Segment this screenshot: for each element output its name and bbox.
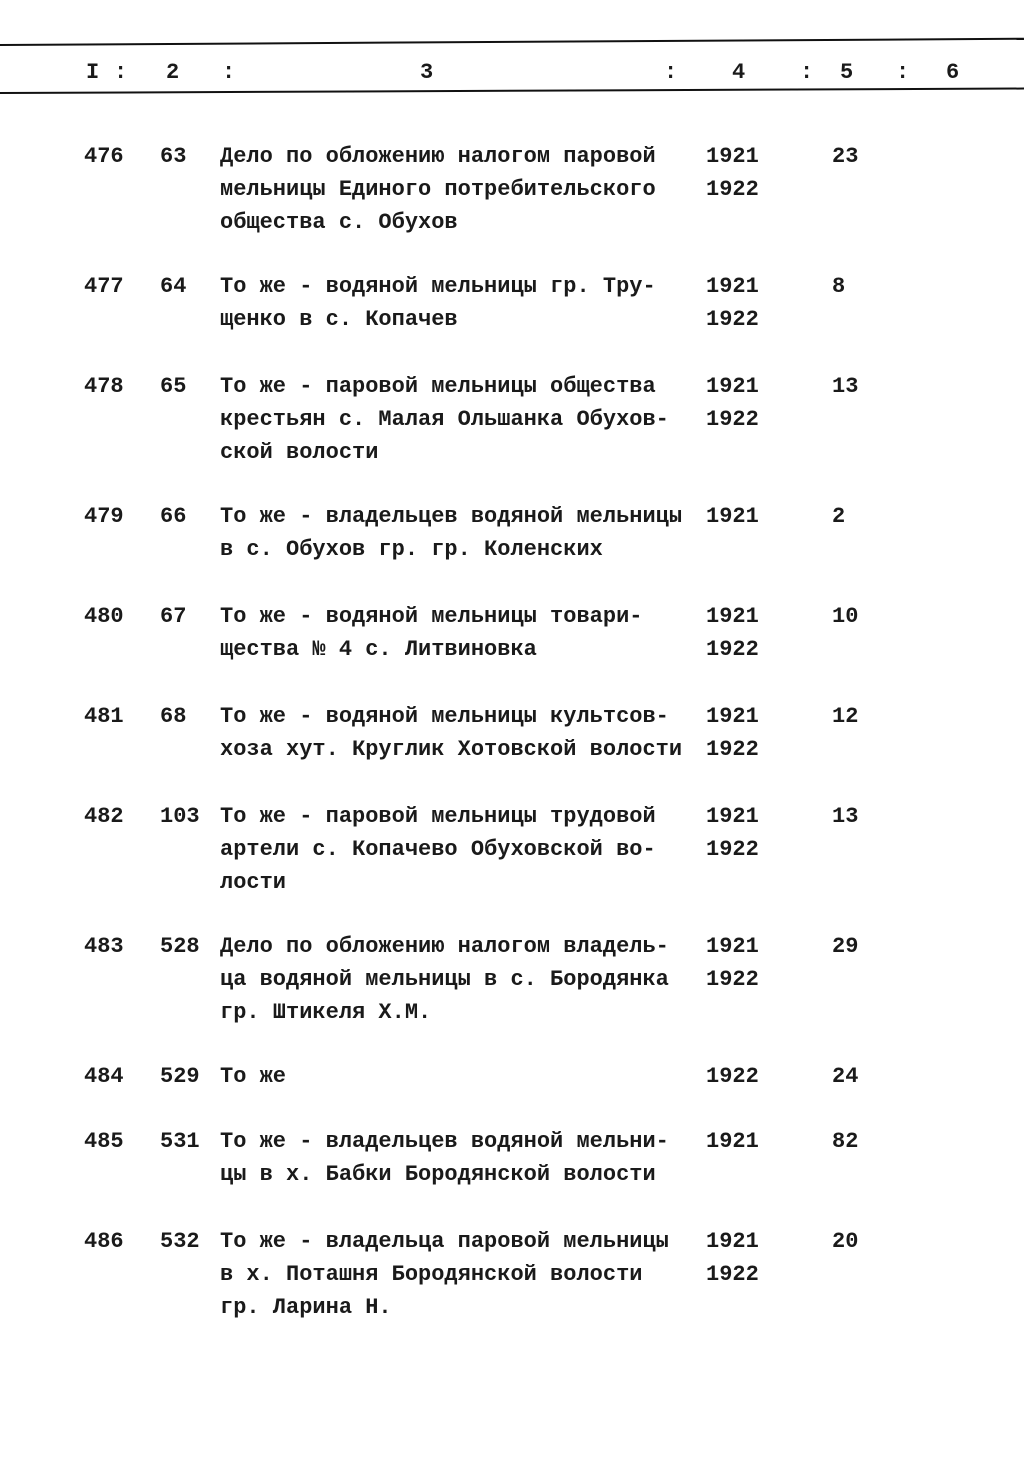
item-title: То же - паровой мельницы общества крестьян с. Малая Ольшанка Обухов- ской волости — [220, 374, 669, 465]
table-top-rule — [0, 38, 1024, 46]
item-years: 1921 1922 — [706, 804, 759, 862]
item-title: То же - водяной мельницы гр. Тру- щенко в с. Копачев — [220, 274, 656, 332]
sheet-count: 13 — [832, 374, 859, 399]
col-sep: : — [664, 60, 678, 85]
file-number: 66 — [160, 504, 187, 529]
file-number: 528 — [160, 934, 200, 959]
item-years: 1921 1922 — [706, 144, 759, 202]
item-title: То же - паровой мельницы трудовой артели с. Копачево Обуховской во- лости — [220, 804, 656, 895]
sheet-count: 8 — [832, 274, 846, 299]
table-header-rule — [0, 88, 1024, 94]
item-title: То же — [220, 1064, 287, 1089]
file-number: 64 — [160, 274, 187, 299]
col-sep: : — [800, 60, 814, 85]
item-title: То же - водяной мельницы товари- щества № 4 с. Литвиновка — [220, 604, 643, 662]
item-number: 479 — [84, 504, 124, 529]
file-number: 65 — [160, 374, 187, 399]
file-number: 531 — [160, 1129, 200, 1154]
item-number: 482 — [84, 804, 124, 829]
sheet-count: 10 — [832, 604, 859, 629]
col-header-6: 6 — [946, 60, 960, 85]
item-number: 477 — [84, 274, 124, 299]
item-number: 483 — [84, 934, 124, 959]
col-header-3: 3 — [420, 60, 434, 85]
item-number: 484 — [84, 1064, 124, 1089]
item-number: 480 — [84, 604, 124, 629]
item-years: 1921 1922 — [706, 604, 759, 662]
item-years: 1922 — [706, 1064, 759, 1089]
item-title: То же - водяной мельницы культсов- хоза хут. Круглик Хотовской волости — [220, 704, 683, 762]
sheet-count: 82 — [832, 1129, 859, 1154]
sheet-count: 29 — [832, 934, 859, 959]
file-number: 68 — [160, 704, 187, 729]
item-years: 1921 1922 — [706, 274, 759, 332]
file-number: 103 — [160, 804, 200, 829]
item-title: Дело по обложению налогом владель- ца водяной мельницы в с. Бородянка гр. Штикеля Х.М. — [220, 934, 669, 1025]
item-number: 481 — [84, 704, 124, 729]
item-number: 485 — [84, 1129, 124, 1154]
item-years: 1921 — [706, 504, 759, 529]
sheet-count: 2 — [832, 504, 846, 529]
col-header-2: 2 — [166, 60, 180, 85]
col-sep: : — [896, 60, 910, 85]
sheet-count: 23 — [832, 144, 859, 169]
col-header-5: 5 — [840, 60, 854, 85]
file-number: 532 — [160, 1229, 200, 1254]
item-title: То же - владельцев водяной мельни- цы в х. Бабки Бородянской волости — [220, 1129, 669, 1187]
item-title: То же - владельцев водяной мельницы в с. Обухов гр. гр. Коленских — [220, 504, 683, 562]
file-number: 529 — [160, 1064, 200, 1089]
item-years: 1921 — [706, 1129, 759, 1154]
sheet-count: 12 — [832, 704, 859, 729]
col-header-4: 4 — [732, 60, 746, 85]
file-number: 67 — [160, 604, 187, 629]
col-header-1: I — [86, 60, 100, 85]
col-sep: : — [222, 60, 236, 85]
item-number: 486 — [84, 1229, 124, 1254]
col-sep: : — [114, 60, 128, 85]
item-number: 476 — [84, 144, 124, 169]
sheet-count: 20 — [832, 1229, 859, 1254]
item-title: Дело по обложению налогом паровой мельницы Единого потребительского общества с. Обухов — [220, 144, 656, 235]
item-years: 1921 1922 — [706, 1229, 759, 1287]
item-years: 1921 1922 — [706, 934, 759, 992]
item-years: 1921 1922 — [706, 704, 759, 762]
item-number: 478 — [84, 374, 124, 399]
file-number: 63 — [160, 144, 187, 169]
item-years: 1921 1922 — [706, 374, 759, 432]
item-title: То же - владельца паровой мельницы в х. Поташня Бородянской волости гр. Ларина Н. — [220, 1229, 669, 1320]
sheet-count: 13 — [832, 804, 859, 829]
sheet-count: 24 — [832, 1064, 859, 1089]
